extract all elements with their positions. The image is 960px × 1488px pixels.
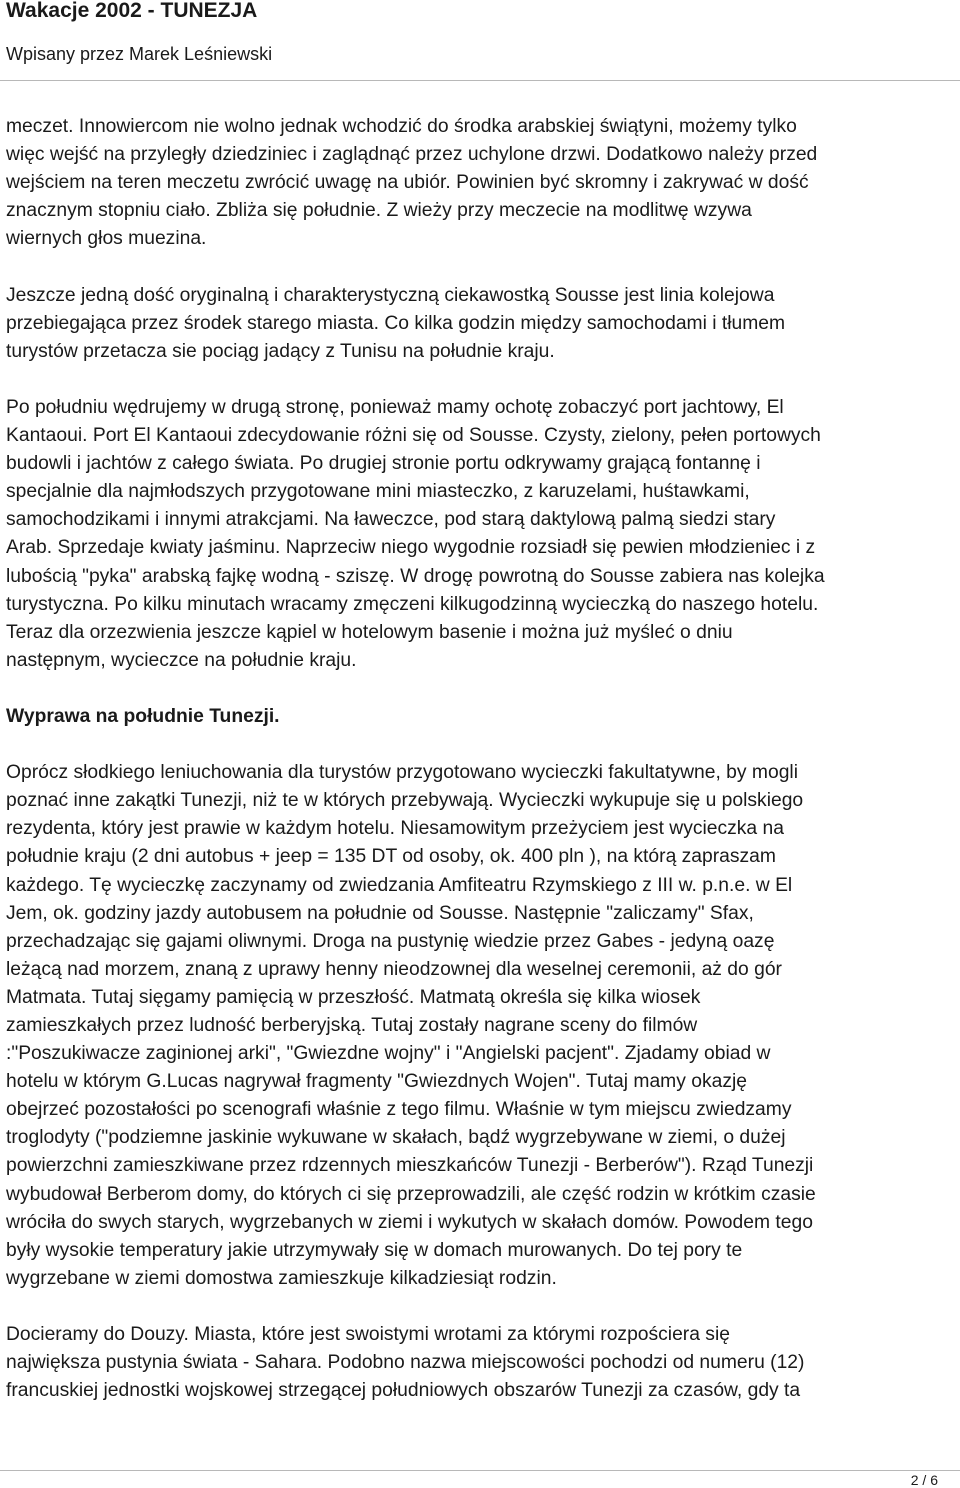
text-line: leżącą nad morzem, znaną z uprawy henny nieodzownej dla weselnej ceremonii, aż do gór — [6, 958, 782, 980]
paragraph-south-trip — [6, 759, 956, 1293]
text-line: południe kraju (2 dni autobus + jeep = 135 DT od osoby, ok. 400 pln ), na którą zapraszam — [6, 846, 776, 868]
text-line: Oprócz słodkiego leniuchowania dla turystów przygotowano wycieczki fakultatywne, by mogli — [6, 762, 798, 784]
paragraph-kantaoui — [6, 394, 956, 675]
text-line: :"Poszukiwacze zaginionej arki", "Gwiezdne wojny" i "Angielski pacjent". Zjadamy obiad w — [6, 1043, 771, 1065]
paragraph-mosque — [6, 113, 956, 253]
paragraph-gap — [6, 366, 956, 394]
text-line: francuskiej jednostki wojskowej strzegącej południowych obszarów Tunezji za czasów, gdy ta — [6, 1380, 801, 1402]
text-line: Matmata. Tutaj sięgamy pamięcią w przeszłość. Matmatą określa się kilka wiosek — [6, 986, 701, 1008]
text-line: przebiegająca przez środek starego miasta. Co kilka godzin między samochodami i tłumem — [6, 312, 786, 334]
text-line: przechadzając się gajami oliwnymi. Droga na pustynię wiedzie przez Gabes - jedyną oazę — [6, 930, 775, 952]
text-line: wróciła do swych starych, wygrzebanych w ziemi i wykutych w skałach domów. Powodem tego — [6, 1211, 813, 1233]
footer-divider — [0, 1470, 960, 1471]
text-line: Arab. Sprzedaje kwiaty jaśminu. Naprzeciw niego wygodnie rozsiadł się pewien młodzieniec i z — [6, 537, 816, 559]
text-line: Docieramy do Douzy. Miasta, które jest swoistymi wrotami za którymi rozpościera się — [6, 1324, 730, 1346]
text-line: powierzchni zamieszkiwane przez rdzennych mieszkańców Tunezji - Berberów"). Rząd Tunezji — [6, 1155, 814, 1177]
text-line: budowli i jachtów z całego świata. Po drugiej stronie portu odkrywamy grającą fontannę i — [6, 453, 761, 475]
text-line: obejrzeć pozostałości po scenografi właśnie z tego filmu. Właśnie w tym miejscu zwiedzamy — [6, 1099, 792, 1121]
text-line: Kantaoui. Port El Kantaoui zdecydowanie różni się od Sousse. Czysty, zielony, pełen portowych — [6, 425, 821, 447]
text-line: meczet. Innowiercom nie wolno jednak wchodzić do środka arabskiej świątyni, możemy tylko — [6, 116, 797, 137]
paragraph-gap — [6, 731, 956, 759]
text-line: więc wejść na przyległy dziedziniec i zaglądnąć przez uchylone drzwi. Dodatkowo należy przed — [6, 144, 818, 166]
paragraph-railway — [6, 282, 956, 366]
text-line: Jem, ok. godziny jazdy autobusem na południe od Sousse. Następnie "zaliczamy" Sfax, — [6, 902, 754, 924]
paragraph-gap — [6, 253, 956, 281]
text-line: Jeszcze jedną dość oryginalną i charakterystyczną ciekawostką Sousse jest linia kolejowa — [6, 284, 775, 306]
text-line: Teraz dla orzezwienia jeszcze kąpiel w hotelowym basenie i można już myśleć o dniu — [6, 621, 733, 643]
document-author: Wpisany przez Marek Leśniewski — [6, 44, 273, 64]
text-line: wygrzebane w ziemi domostwa zamieszkuje kilkadziesiąt rodzin. — [6, 1267, 557, 1289]
page-number: 2 / 6 — [910, 1472, 938, 1488]
text-line: turystów przetacza sie pociąg jadący z Tunisu na południe kraju. — [6, 340, 555, 362]
text-line: każdego. Tę wycieczkę zaczynamy od zwiedzania Amfiteatru Rzymskiego z III w. p.n.e. w El — [6, 874, 793, 896]
text-line: specjalnie dla najmłodszych przygotowane mini miasteczko, z karuzelami, huśtawkami, — [6, 481, 750, 503]
paragraph-douz — [6, 1321, 956, 1405]
text-line: wejściem na teren meczetu zwrócić uwagę na ubiór. Powinien być skromny i zakrywać w dość — [6, 172, 809, 194]
text-line: wybudował Berberom domy, do których ci się przeprowadzili, ale część rodzin w krótkim czasie — [6, 1183, 816, 1205]
article-body — [6, 113, 956, 1405]
paragraph-gap — [6, 675, 956, 703]
text-line: największa pustynia świata - Sahara. Podobno nazwa miejscowości pochodzi od numeru (12) — [6, 1352, 805, 1374]
text-line: samochodzikami i innymi atrakcjami. Na ławeczce, pod starą daktylową palmą siedzi stary — [6, 509, 776, 531]
text-line: rezydenta, który jest prawie w każdym hotelu. Niesamowitym przeżyciem jest wycieczka na — [6, 818, 784, 840]
text-line: poznać inne zakątki Tunezji, niż te w których przebywają. Wycieczki wykupuje się u polskiego — [6, 790, 804, 812]
text-line: lubością "pyka" arabską fajkę wodną - sziszę. W drogę powrotną do Sousse zabiera nas kolejka — [6, 565, 825, 587]
text-line: znacznym stopniu ciało. Zbliża się południe. Z wieży przy meczecie na modlitwę wzywa — [6, 200, 752, 222]
text-line: były wysokie temperatury jakie utrzymywały się w domach murowanych. Do tej pory te — [6, 1239, 743, 1261]
text-line: następnym, wycieczce na południe kraju. — [6, 649, 357, 671]
section-heading: Wyprawa na południe Tunezji. — [6, 705, 280, 727]
text-line: zamieszkałych przez ludność berberyjską. Tutaj zostały nagrane sceny do filmów — [6, 1015, 698, 1036]
text-line: Po południu wędrujemy w drugą stronę, ponieważ mamy ochotę zobaczyć port jachtowy, El — [6, 396, 784, 418]
header-divider — [0, 80, 960, 81]
text-line: hotelu w którym G.Lucas nagrywał fragmenty "Gwiezdnych Wojen". Tutaj mamy okazję — [6, 1071, 747, 1093]
paragraph-gap — [6, 1293, 956, 1321]
text-line: wiernych głos muezina. — [6, 228, 207, 250]
document-title: Wakacje 2002 - TUNEZJA — [6, 0, 258, 22]
text-line: troglodyty ("podziemne jaskinie wykuwane w skałach, bądź wygrzebywane w ziemi, o dużej — [6, 1127, 786, 1149]
text-line: turystyczna. Po kilku minutach wracamy zmęczeni kilkugodzinną wycieczką do naszego hotelu. — [6, 593, 819, 615]
